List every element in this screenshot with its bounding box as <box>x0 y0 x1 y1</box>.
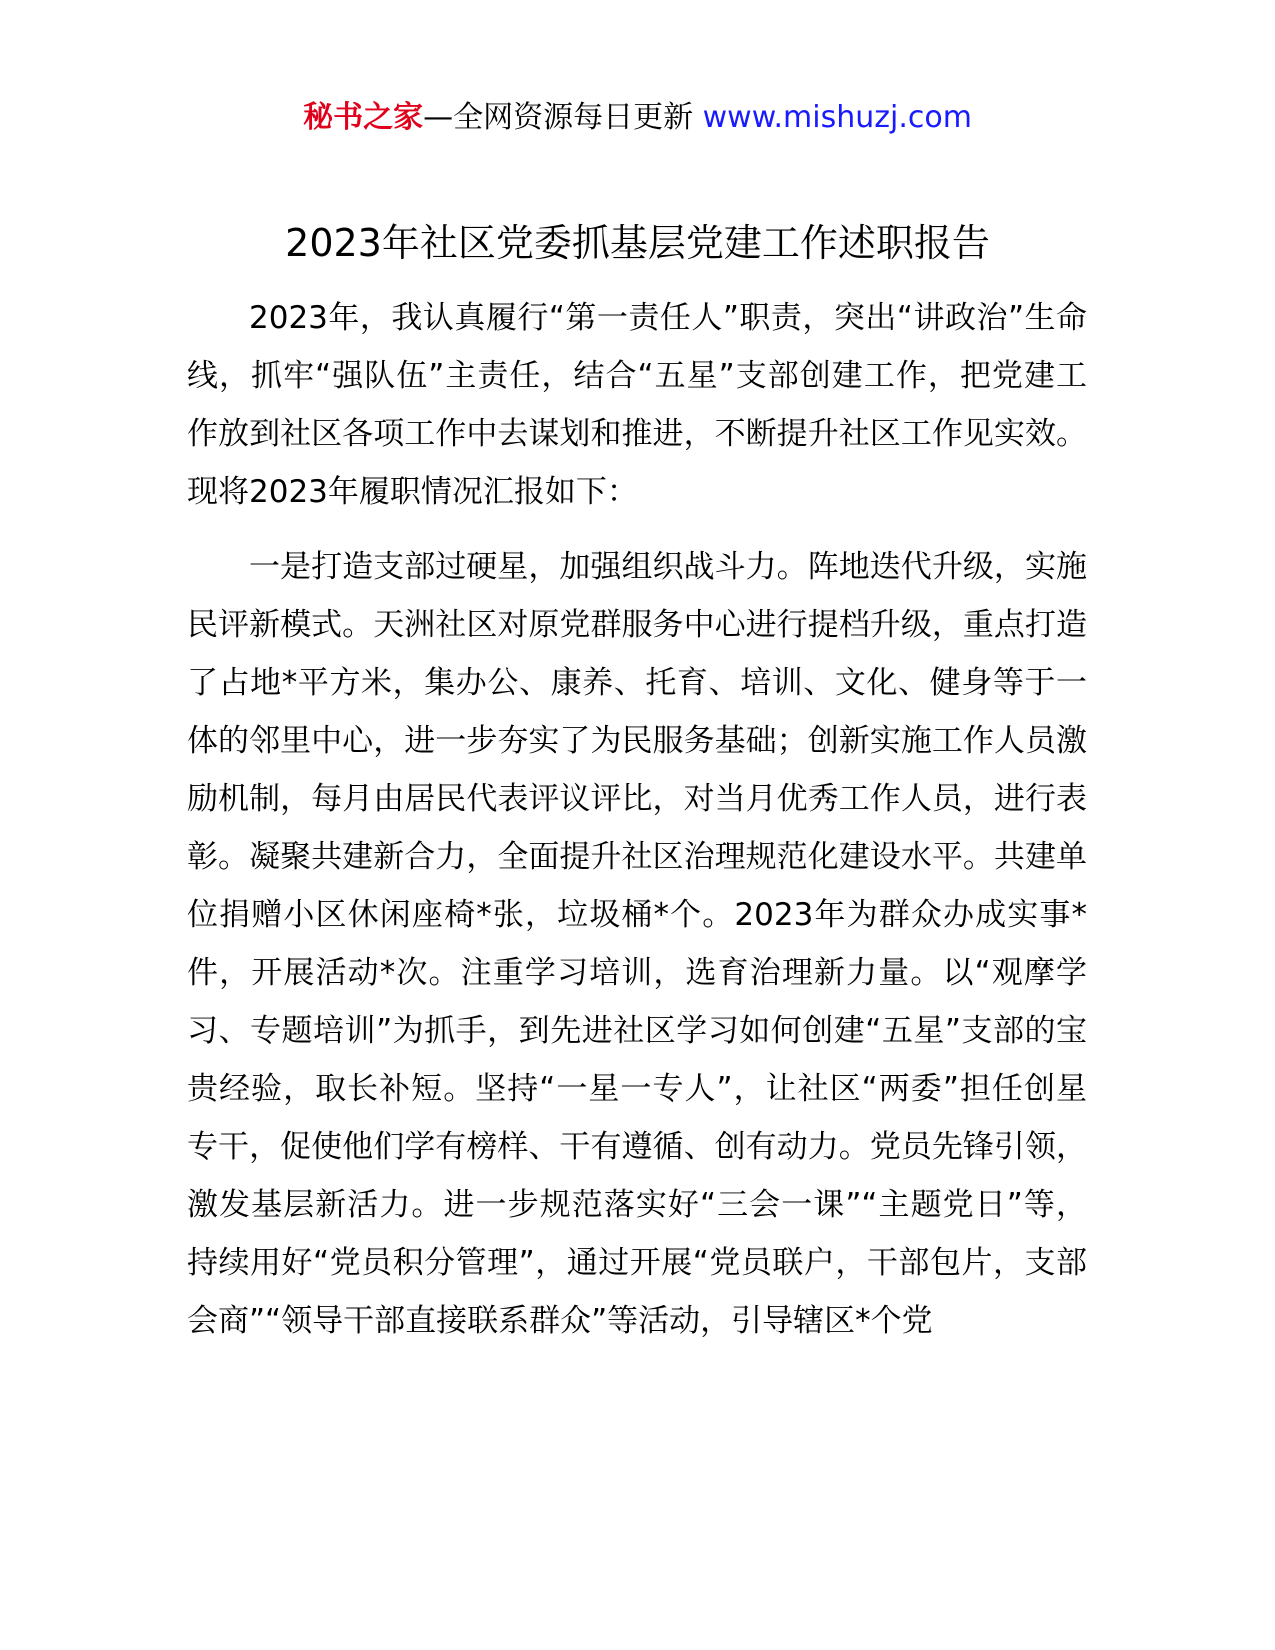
paragraph-intro: 2023年，我认真履行“第一责任人”职责，突出“讲政治”生命线，抓牢“强队伍”主责任，结合“五星”支部创建工作，把党建工作放到社区各项工作中去谋划和推进，不断提升社区工作见实效。现将2023年履职情况汇报如下： <box>187 300 1087 510</box>
document-title: 2023年社区党委抓基层党建工作述职报告 <box>285 221 990 265</box>
site-url-link[interactable]: www.mishuzj.com <box>702 100 972 135</box>
site-header <box>0 98 1275 138</box>
paragraph-section-one: 一是打造支部过硬星，加强组织战斗力。阵地迭代升级，实施民评新模式。天洲社区对原党群服务中心进行提档升级，重点打造了占地*平方米，集办公、康养、托育、培训、文化、健身等于一体的邻里中心，进一步夯实了为民服务基础；创新实施工作人员激励机制，每月由居民代表评议评比，对当月优秀工作人员，进行表彰。凝聚共建新合力，全面提升社区治理规范化建设水平。共建单位捐赠小区休闲座椅*张，垃圾桶*个。2023年为群众办成实事*件，开展活动*次。注重学习培训，选育治理新力量。以“观摩学习、专题培训”为抓手，到先进社区学习如何创建“五星”支部的宝贵经验，取长补短。坚持“一星一专人”，让社区“两委”担任创星专干，促使他们学有榜样、干有遵循、创有动力。党员先锋引领，激发基层新活力。进一步规范落实好“三会一课”“主题党日”等，持续用好“党员积分管理”，通过开展“党员联户，干部包片，支部会商”“领导干部直接联系群众”等活动，引导辖区*个党 <box>187 549 1087 1339</box>
document-body <box>187 289 1087 1350</box>
brand-name: 秘书之家 <box>303 100 424 135</box>
header-tagline: —全网资源每日更新 <box>423 100 694 135</box>
